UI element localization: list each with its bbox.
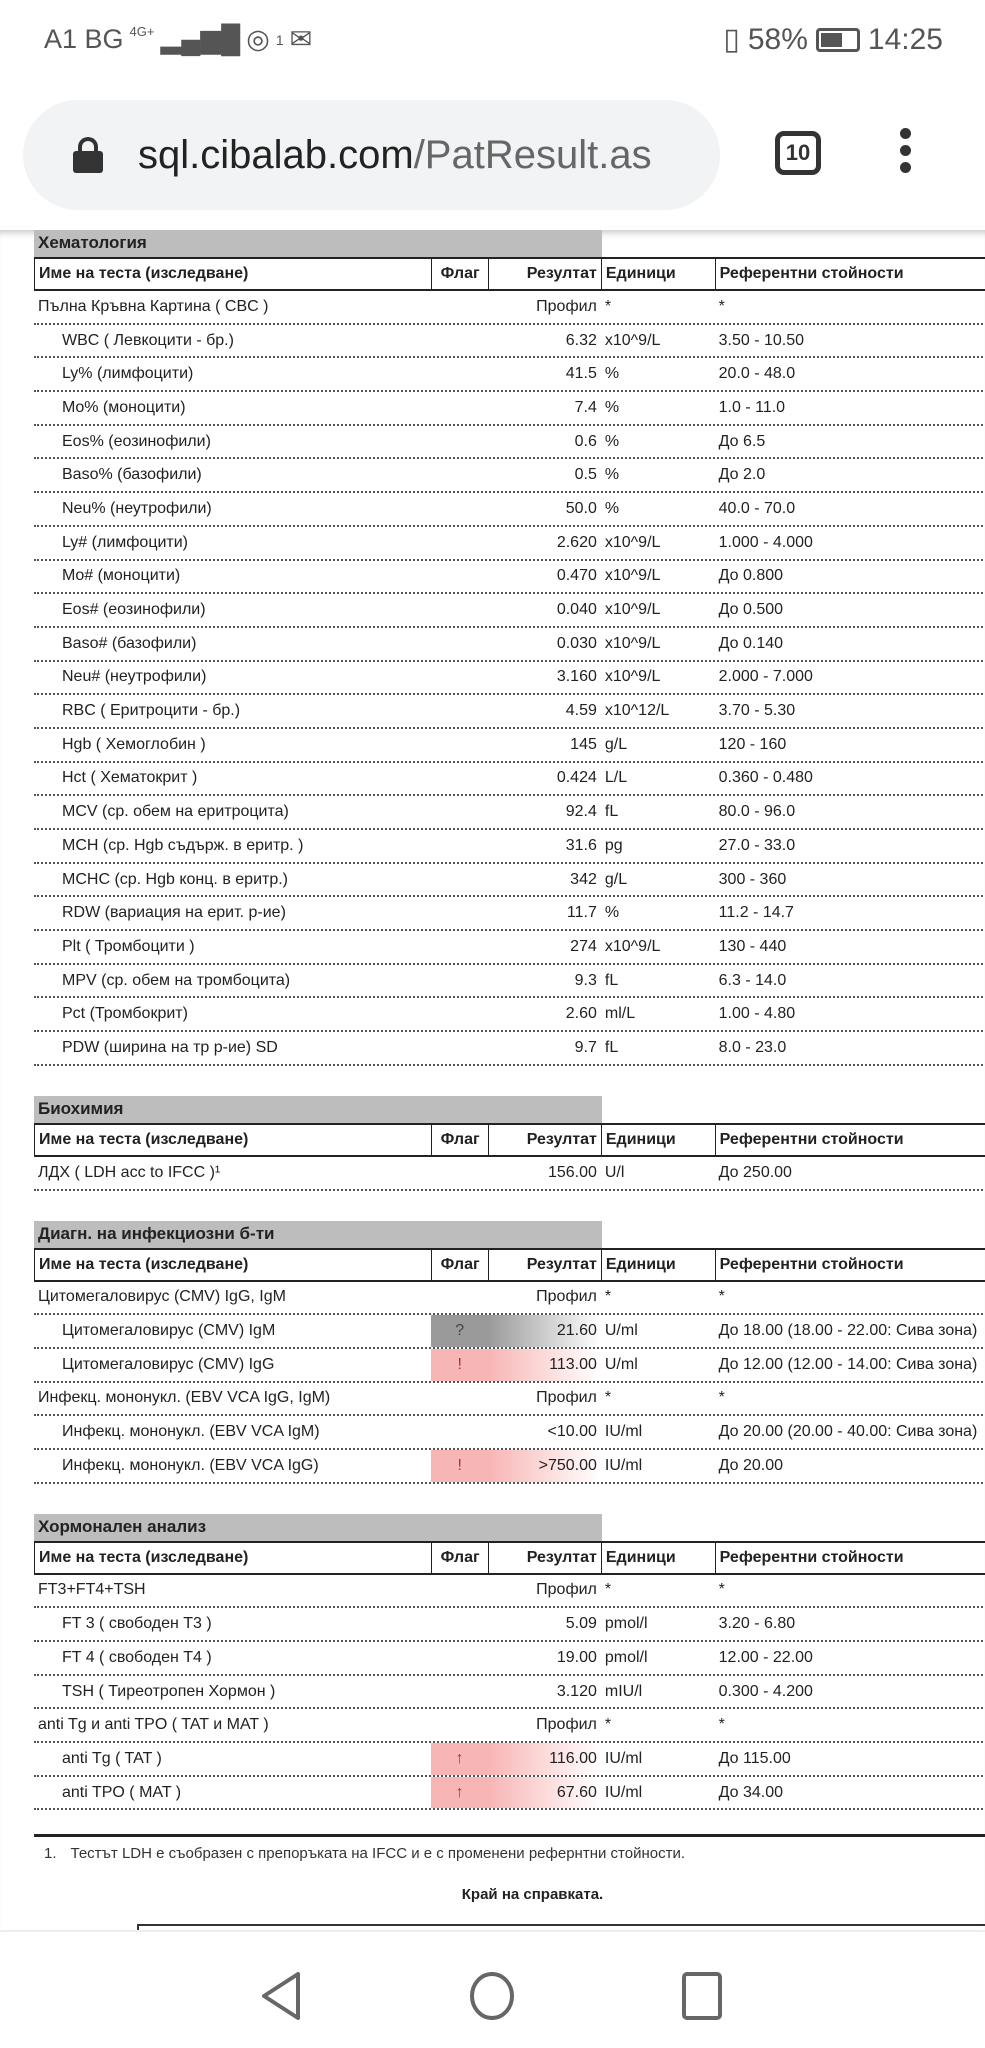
units: fL	[604, 803, 619, 821]
flag	[431, 1676, 488, 1708]
reference-range: До 20.00	[718, 1456, 784, 1474]
table-row	[34, 1416, 985, 1450]
test-name: Инфекц. мононукл. (EBV VCA IgG, IgM)	[38, 1389, 331, 1407]
table-row	[34, 763, 985, 797]
hotspot-icon: ◎	[246, 24, 270, 54]
reference-range: 20.0 - 48.0	[718, 365, 796, 383]
section-1	[34, 1096, 985, 1191]
table-row	[34, 291, 985, 325]
units: g/L	[604, 870, 628, 888]
flag	[431, 561, 488, 593]
address-bar[interactable]	[23, 100, 720, 210]
table-row	[34, 1709, 985, 1743]
test-name: Ly% (лимфоцити)	[62, 365, 194, 383]
units: %	[604, 499, 620, 517]
footnote: 1. Тестът LDH е съобразен с препоръката на IFCC и е с променени рефернтни стойности.	[44, 1845, 686, 1862]
flag: ↑	[431, 1743, 488, 1775]
result: 21.60	[488, 1315, 601, 1347]
test-name: Пълна Кръвна Картина ( CBC )	[38, 297, 269, 315]
result: >750.00	[488, 1450, 601, 1482]
table-row	[34, 561, 985, 595]
units: x10^9/L	[604, 937, 661, 955]
status-bar	[0, 0, 985, 80]
table-row	[34, 1032, 985, 1066]
test-name: Eos% (еозинофили)	[62, 432, 211, 450]
reference-range: До 12.00 (12.00 - 14.00: Сива зона)	[718, 1355, 978, 1373]
test-name: Baso% (базофили)	[62, 466, 202, 484]
reference-range: 3.50 - 10.50	[718, 331, 805, 349]
footnote-divider	[34, 1834, 985, 1837]
reference-range: 3.20 - 6.80	[718, 1615, 796, 1633]
result: 342	[570, 870, 597, 888]
back-icon[interactable]	[258, 1970, 306, 2022]
table-row	[34, 1575, 985, 1609]
result: 0.6	[574, 432, 597, 450]
reference-range: *	[718, 1581, 725, 1599]
column-header: Резултат	[488, 1543, 601, 1573]
flag	[431, 695, 488, 727]
units: U/ml	[604, 1355, 638, 1373]
test-name: Hct ( Хематокрит )	[62, 769, 198, 787]
reference-range: 0.300 - 4.200	[718, 1682, 813, 1700]
table-row	[34, 830, 985, 864]
reference-range: 300 - 360	[718, 870, 787, 888]
result: 0.040	[556, 601, 597, 619]
units: IU/ml	[604, 1783, 643, 1801]
flag: !	[431, 1450, 488, 1482]
table-row	[34, 358, 985, 392]
result: 6.32	[565, 331, 597, 349]
reference-range: 80.0 - 96.0	[718, 803, 796, 821]
flag	[431, 729, 488, 761]
more-menu-icon[interactable]	[900, 128, 912, 179]
test-name: Mo# (моноцити)	[62, 567, 181, 585]
flag	[431, 1608, 488, 1640]
result: 156.00	[547, 1163, 597, 1181]
reference-range: До 18.00 (18.00 - 22.00: Сива зона)	[718, 1322, 978, 1340]
flag	[431, 830, 488, 862]
reference-range: До 2.0	[718, 466, 766, 484]
table-row	[34, 662, 985, 696]
flag	[431, 998, 488, 1030]
table-row	[34, 998, 985, 1032]
column-header: Флаг	[431, 259, 488, 289]
units: *	[604, 1288, 612, 1306]
reference-range: 6.3 - 14.0	[718, 971, 787, 989]
table-row	[34, 1157, 985, 1191]
test-name: Ly# (лимфоцити)	[62, 533, 189, 551]
section-title: Диагн. на инфекциозни б-ти	[34, 1221, 602, 1248]
carrier: A1 BG	[44, 24, 124, 54]
flag	[431, 628, 488, 660]
table-header	[34, 257, 985, 291]
column-header: Единици	[601, 259, 715, 289]
units: fL	[604, 971, 619, 989]
units: pg	[604, 836, 623, 854]
reference-range: 1.0 - 11.0	[718, 398, 786, 416]
home-icon[interactable]	[467, 1970, 517, 2022]
reference-range: 2.000 - 7.000	[718, 668, 813, 686]
result: 9.7	[574, 1038, 597, 1056]
units: *	[604, 297, 612, 315]
result: 19.00	[556, 1648, 597, 1666]
test-name: anti Tg и anti TPO ( TAT и MAT )	[38, 1716, 269, 1734]
result: Профил	[536, 297, 597, 315]
test-name: anti Tg ( TAT )	[62, 1749, 162, 1767]
flag	[431, 594, 488, 626]
column-header: Име на теста (изследване)	[34, 259, 431, 289]
table-header	[34, 1541, 985, 1575]
result: 3.120	[556, 1682, 597, 1700]
result: 92.4	[565, 803, 597, 821]
test-name: ЛДХ ( LDH acc to IFCC )¹	[38, 1163, 221, 1181]
section-2	[34, 1221, 985, 1484]
column-header: Флаг	[431, 1250, 488, 1280]
flag	[431, 965, 488, 997]
result: 31.6	[565, 836, 597, 854]
test-name: Инфекц. мононукл. (EBV VCA IgM)	[62, 1423, 320, 1441]
result: Профил	[536, 1389, 597, 1407]
table-row	[34, 695, 985, 729]
test-name: RBC ( Еритроцити - бр.)	[62, 702, 241, 720]
test-name: anti TPO ( MAT )	[62, 1783, 182, 1801]
table-row	[34, 325, 985, 359]
flag	[431, 358, 488, 390]
result: 116.00	[488, 1743, 601, 1775]
reference-range: 11.2 - 14.7	[718, 904, 794, 922]
navigation-bar	[0, 1930, 985, 2048]
result: 0.470	[556, 567, 597, 585]
table-row	[34, 594, 985, 628]
test-name: Цитомегаловирус (CMV) IgM	[62, 1322, 276, 1340]
reference-range: До 250.00	[718, 1163, 792, 1181]
reference-range: 0.360 - 0.480	[718, 769, 813, 787]
result: <10.00	[547, 1423, 597, 1441]
table-row	[34, 897, 985, 931]
reference-range: До 115.00	[718, 1749, 791, 1767]
reference-range: До 0.140	[718, 634, 784, 652]
notification-count: 1	[275, 31, 284, 48]
result: 0.5	[574, 466, 597, 484]
test-name: RDW (вариация на ерит. р-ие)	[62, 904, 286, 922]
reference-range: 120 - 160	[718, 735, 787, 753]
column-header: Резултат	[488, 259, 601, 289]
result: 7.4	[574, 398, 597, 416]
flag: ?	[431, 1315, 488, 1347]
table-row	[34, 1282, 985, 1316]
reference-range: До 6.5	[718, 432, 766, 450]
table-row	[34, 965, 985, 999]
battery-percent: 58%	[747, 22, 808, 56]
result: Профил	[536, 1581, 597, 1599]
column-header: Референтни стойности	[715, 1543, 985, 1573]
section-title: Хематология	[34, 230, 602, 257]
flag	[431, 763, 488, 795]
mail-icon: ✉	[289, 24, 313, 54]
reference-range: 27.0 - 33.0	[718, 836, 796, 854]
column-header: Референтни стойности	[715, 1250, 985, 1280]
flag	[431, 1032, 488, 1064]
reference-range: *	[718, 1389, 725, 1407]
flag	[431, 1416, 488, 1448]
recents-icon[interactable]	[680, 1970, 724, 2022]
flag	[431, 1157, 488, 1189]
flag	[431, 527, 488, 559]
reference-range: 1.000 - 4.000	[718, 533, 813, 551]
test-name: FT 4 ( свободен T4 )	[62, 1648, 212, 1666]
test-name: Mo% (моноцити)	[62, 398, 186, 416]
units: x10^9/L	[604, 668, 661, 686]
units: %	[604, 904, 620, 922]
column-header: Име на теста (изследване)	[34, 1250, 431, 1280]
units: U/l	[604, 1163, 625, 1181]
result: 113.00	[488, 1349, 601, 1381]
reference-range: До 34.00	[718, 1783, 784, 1801]
result: 67.60	[488, 1777, 601, 1809]
units: x10^9/L	[604, 601, 661, 619]
reference-range: 40.0 - 70.0	[718, 499, 796, 517]
result: 41.5	[565, 365, 597, 383]
table-header	[34, 1248, 985, 1282]
units: *	[604, 1389, 612, 1407]
units: %	[604, 432, 620, 450]
result: 9.3	[574, 971, 597, 989]
table-row	[34, 796, 985, 830]
units: ml/L	[604, 1005, 636, 1023]
units: %	[604, 365, 620, 383]
tab-switcher-button[interactable]: 10	[775, 131, 821, 175]
units: L/L	[604, 769, 628, 787]
reference-range: *	[718, 297, 725, 315]
section-0	[34, 230, 985, 1066]
units: *	[604, 1716, 612, 1734]
test-name: Инфекц. мононукл. (EBV VCA IgG)	[62, 1456, 319, 1474]
section-title: Биохимия	[34, 1096, 602, 1123]
flag	[431, 1383, 488, 1415]
units: x10^9/L	[604, 331, 661, 349]
flag	[431, 796, 488, 828]
clock: 14:25	[867, 22, 943, 56]
column-header: Флаг	[431, 1125, 488, 1155]
flag	[431, 662, 488, 694]
test-name: WBC ( Левкоцити - бр.)	[62, 331, 234, 349]
test-name: Plt ( Тромбоцити )	[62, 937, 195, 955]
units: pmol/l	[604, 1615, 648, 1633]
section-gap	[0, 1191, 985, 1221]
network-type: 4G+	[129, 24, 155, 39]
test-name: MPV (ср. обем на тромбоцита)	[62, 971, 291, 989]
units: x10^9/L	[604, 567, 661, 585]
reference-range: *	[718, 1716, 725, 1734]
flag: !	[431, 1349, 488, 1381]
table-row	[34, 426, 985, 460]
reference-range: 1.00 - 4.80	[718, 1005, 796, 1023]
test-name: TSH ( Тиреотропен Хормон )	[62, 1682, 276, 1700]
flag	[431, 325, 488, 357]
table-row	[34, 392, 985, 426]
result: 5.09	[565, 1615, 597, 1633]
table-header	[34, 1123, 985, 1157]
reference-range: 8.0 - 23.0	[718, 1038, 787, 1056]
section-title: Хормонален анализ	[34, 1514, 602, 1541]
result: 3.160	[556, 668, 597, 686]
flag	[431, 1642, 488, 1674]
units: IU/ml	[604, 1749, 643, 1767]
test-name: Baso# (базофили)	[62, 634, 197, 652]
reference-range: *	[718, 1288, 725, 1306]
table-row	[34, 527, 985, 561]
test-name: Цитомегаловирус (CMV) IgG, IgM	[38, 1288, 286, 1306]
column-header: Име на теста (изследване)	[34, 1543, 431, 1573]
battery-icon	[816, 28, 860, 52]
table-row	[34, 864, 985, 898]
table-row	[34, 1315, 985, 1349]
column-header: Единици	[601, 1125, 715, 1155]
section-gap	[0, 1484, 985, 1514]
test-name: FT 3 ( свободен T3 )	[62, 1615, 212, 1633]
reference-range: До 20.00 (20.00 - 40.00: Сива зона)	[718, 1423, 978, 1441]
reference-range: До 0.800	[718, 567, 784, 585]
end-of-report: Край на справката.	[461, 1886, 604, 1903]
units: x10^12/L	[604, 702, 670, 720]
column-header: Референтни стойности	[715, 259, 985, 289]
table-row	[34, 1608, 985, 1642]
url-text[interactable]: sql.cibalab.com/PatResult.as	[138, 132, 652, 177]
table-row	[34, 1450, 985, 1484]
report-content	[0, 230, 985, 1930]
result: 0.424	[556, 769, 597, 787]
flag	[431, 291, 488, 323]
units: %	[604, 466, 620, 484]
units: %	[604, 398, 620, 416]
flag	[431, 897, 488, 929]
test-name: Neu# (неутрофили)	[62, 668, 207, 686]
column-header: Резултат	[488, 1125, 601, 1155]
result: 50.0	[565, 499, 597, 517]
test-name: Pct (Тромбокрит)	[62, 1005, 188, 1023]
table-row	[34, 628, 985, 662]
column-header: Единици	[601, 1250, 715, 1280]
units: x10^9/L	[604, 634, 661, 652]
section-3	[34, 1514, 985, 1811]
test-name: Eos# (еозинофили)	[62, 601, 206, 619]
signal-icon: ▂▄▆█	[160, 24, 241, 54]
flag	[431, 864, 488, 896]
result: 2.60	[565, 1005, 597, 1023]
units: U/ml	[604, 1322, 638, 1340]
vibrate-icon: ▯	[723, 23, 740, 56]
table-row	[34, 1743, 985, 1777]
table-row	[34, 1642, 985, 1676]
flag	[431, 392, 488, 424]
table-row	[34, 1777, 985, 1811]
flag	[431, 1575, 488, 1607]
table-row	[34, 931, 985, 965]
flag: ↑	[431, 1777, 488, 1809]
reference-range: 3.70 - 5.30	[718, 702, 796, 720]
test-name: MCHC (ср. Hgb конц. в еритр.)	[62, 870, 288, 888]
result: 11.7	[566, 904, 597, 922]
test-name: PDW (ширина на тр р-ие) SD	[62, 1038, 278, 1056]
flag	[431, 426, 488, 458]
units: x10^9/L	[604, 533, 661, 551]
reference-range: 12.00 - 22.00	[718, 1648, 813, 1666]
units: IU/ml	[604, 1456, 643, 1474]
units: IU/ml	[604, 1423, 643, 1441]
reference-range: До 0.500	[718, 601, 784, 619]
units: *	[604, 1581, 612, 1599]
units: g/L	[604, 735, 628, 753]
result: 2.620	[556, 533, 597, 551]
result: 0.030	[556, 634, 597, 652]
result: Профил	[536, 1288, 597, 1306]
test-name: Цитомегаловирус (CMV) IgG	[62, 1355, 275, 1373]
test-name: MCH (ср. Hgb съдърж. в еритр. )	[62, 836, 304, 854]
units: pmol/l	[604, 1648, 648, 1666]
units: fL	[604, 1038, 619, 1056]
table-row	[34, 1349, 985, 1383]
column-header: Единици	[601, 1543, 715, 1573]
column-header: Име на теста (изследване)	[34, 1125, 431, 1155]
test-name: Neu% (неутрофили)	[62, 499, 212, 517]
test-name: MCV (ср. обем на еритроцита)	[62, 803, 289, 821]
flag	[431, 1709, 488, 1741]
units: mIU/l	[604, 1682, 643, 1700]
section-gap	[0, 1066, 985, 1096]
column-header: Резултат	[488, 1250, 601, 1280]
table-row	[34, 1676, 985, 1710]
table-row	[34, 1383, 985, 1417]
column-header: Флаг	[431, 1543, 488, 1573]
result: Профил	[536, 1716, 597, 1734]
result: 4.59	[565, 702, 597, 720]
table-row	[34, 459, 985, 493]
test-name: Hgb ( Хемоглобин )	[62, 735, 206, 753]
lock-icon[interactable]	[73, 137, 103, 173]
result: 145	[570, 735, 597, 753]
flag	[431, 1282, 488, 1314]
result: 274	[570, 937, 597, 955]
table-row	[34, 493, 985, 527]
test-name: FT3+FT4+TSH	[38, 1581, 146, 1599]
table-row	[34, 729, 985, 763]
flag	[431, 493, 488, 525]
column-header: Референтни стойности	[715, 1125, 985, 1155]
flag	[431, 931, 488, 963]
flag	[431, 459, 488, 491]
reference-range: 130 - 440	[718, 937, 787, 955]
